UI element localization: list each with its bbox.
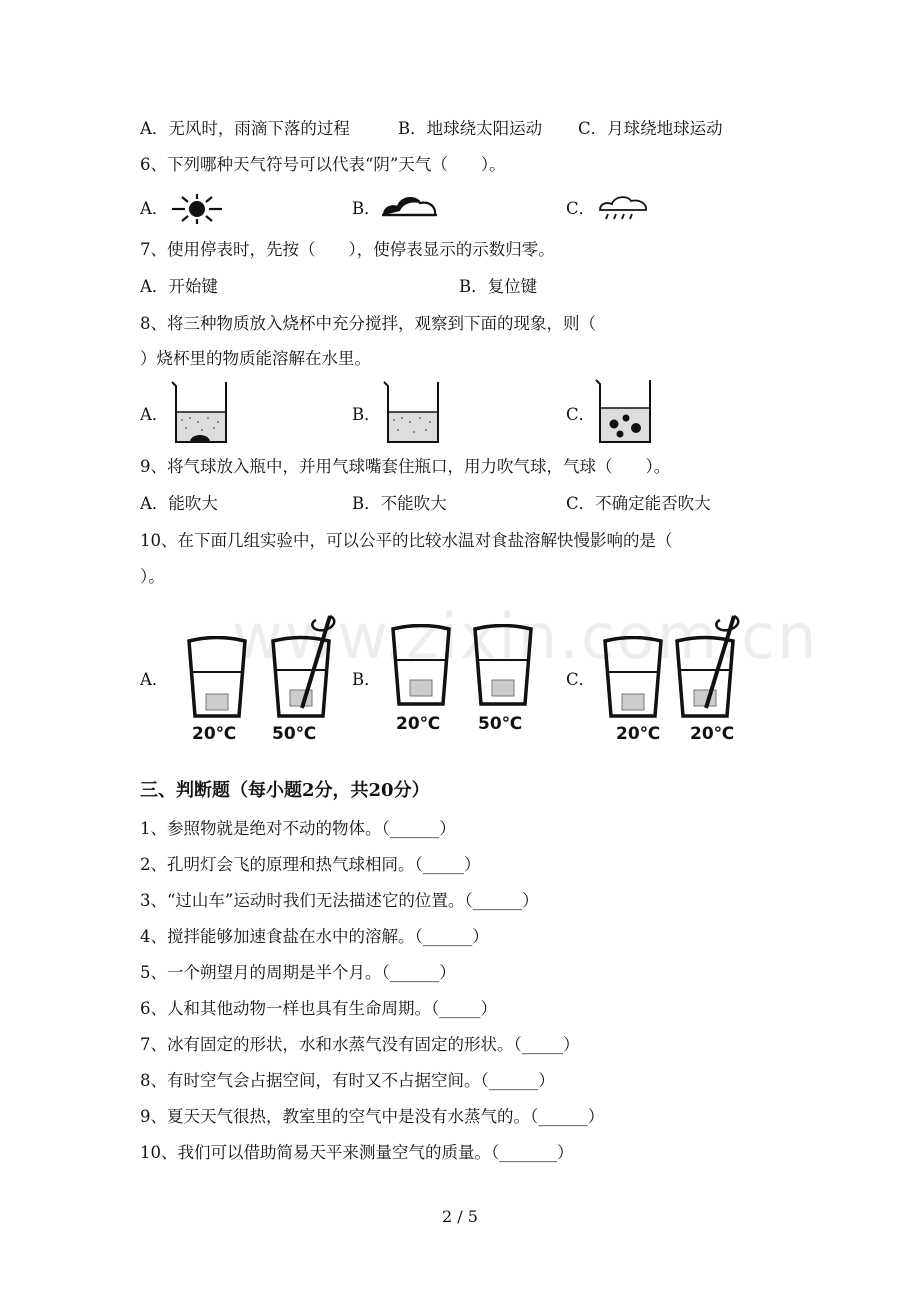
glass-b1-icon (390, 624, 452, 708)
judge-item-2: 2、孔明灯会飞的原理和热气球相同。（_____） (140, 855, 481, 874)
q9-option-c: C．不确定能否吹大 (566, 494, 711, 513)
q9-option-a: A．能吹大 (140, 494, 218, 513)
section3-title: 三、判断题（每小题2分，共20分） (140, 780, 430, 801)
q8-stem-line2: ）烧杯里的物质能溶解在水里。 (140, 349, 371, 368)
judge-item-6: 6、人和其他动物一样也具有生命周期。（_____） (140, 999, 497, 1018)
q10-stem-line1: 10、在下面几组实验中，可以公平的比较水温对食盐溶解快慢影响的是（ (140, 531, 673, 550)
q7-stem: 7、使用停表时，先按（ ），使停表显示的示数归零。 (140, 240, 555, 259)
judge-item-4: 4、搅拌能够加速食盐在水中的溶解。（______） (140, 927, 489, 946)
q7-option-a: A．开始键 (140, 277, 218, 296)
q7-option-b: B．复位键 (459, 277, 538, 296)
q9-stem: 9、将气球放入瓶中，并用气球嘴套住瓶口，用力吹气球，气球（ ）。 (140, 457, 671, 476)
q6-c-label: C． (566, 199, 596, 218)
temp-a2: 50℃ (272, 724, 317, 744)
temp-c2: 20℃ (690, 724, 735, 744)
q8-a-label: A． (140, 405, 169, 424)
q6-stem: 6、下列哪种天气符号可以代表“阴”天气（ ）。 (140, 155, 506, 174)
glass-a2-stirring-icon (268, 606, 340, 722)
glass-c2-stirring-icon (672, 606, 744, 722)
beaker-c-icon (592, 378, 656, 446)
page-number: 2 / 5 (442, 1207, 478, 1226)
q5-option-b: B．地球绕太阳运动 (398, 119, 543, 138)
watermark: www.zixin.com.cn (232, 600, 819, 673)
overcast-cloud-icon (380, 193, 440, 221)
beaker-b-icon (380, 380, 444, 446)
q6-a-label: A． (140, 199, 169, 218)
q8-b-label: B． (352, 405, 381, 424)
q9-option-b: B．不能吹大 (352, 494, 447, 513)
judge-item-9: 9、夏天天气很热，教室里的空气中是没有水蒸气的。（______） (140, 1107, 605, 1126)
q10-a-label: A． (140, 670, 169, 689)
glass-a1-icon (186, 636, 248, 720)
beaker-a-icon (168, 380, 232, 446)
q6-b-label: B． (352, 199, 381, 218)
q8-c-label: C． (566, 405, 596, 424)
temp-b1: 20℃ (396, 714, 441, 734)
temp-c1: 20℃ (616, 724, 661, 744)
q5-option-a: A．无风时，雨滴下落的过程 (140, 119, 350, 138)
rain-cloud-icon (596, 194, 650, 222)
judge-item-5: 5、一个朔望月的周期是半个月。（______） (140, 963, 456, 982)
temp-a1: 20℃ (192, 724, 237, 744)
glass-b2-icon (472, 624, 534, 708)
q5-option-c: C．月球绕地球运动 (578, 119, 723, 138)
q10-c-label: C． (566, 670, 596, 689)
glass-c1-icon (602, 636, 664, 720)
judge-item-8: 8、有时空气会占据空间，有时又不占据空间。（______） (140, 1071, 555, 1090)
judge-item-10: 10、我们可以借助简易天平来测量空气的质量。（_______） (140, 1143, 574, 1162)
sun-icon (170, 193, 224, 225)
q8-stem-line1: 8、将三种物质放入烧杯中充分搅拌，观察到下面的现象，则（ (140, 314, 596, 333)
judge-item-3: 3、“过山车”运动时我们无法描述它的位置。（______） (140, 891, 539, 910)
temp-b2: 50℃ (478, 714, 523, 734)
judge-item-1: 1、参照物就是绝对不动的物体。（______） (140, 819, 456, 838)
q10-b-label: B． (352, 670, 381, 689)
q10-stem-line2: ）。 (140, 567, 165, 586)
judge-item-7: 7、冰有固定的形状，水和水蒸气没有固定的形状。（_____） (140, 1035, 580, 1054)
